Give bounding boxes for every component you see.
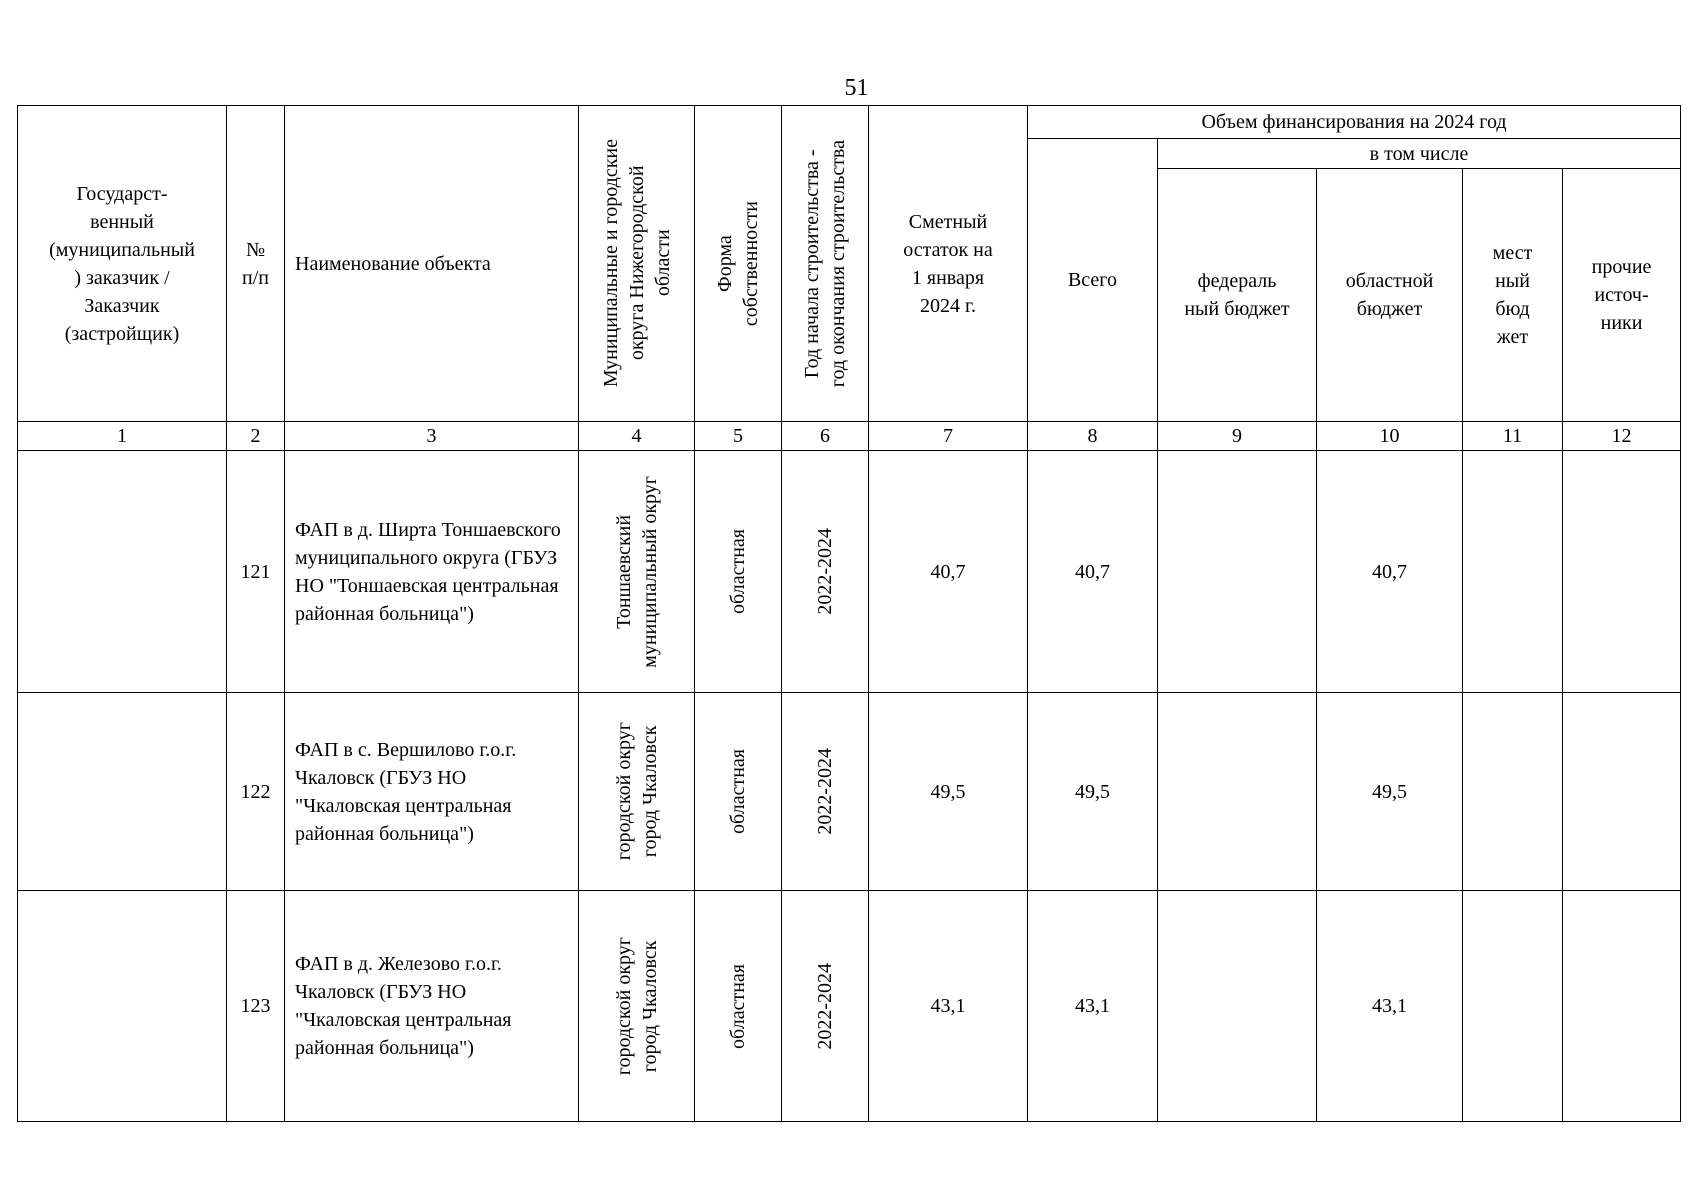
- row-customer: [18, 451, 227, 693]
- column-number: 7: [869, 422, 1028, 451]
- row-ownership-text: областная: [727, 749, 749, 834]
- column-number: 4: [579, 422, 695, 451]
- row-object-name: ФАП в д. Железово г.о.г. Чкаловск (ГБУЗ НО "Чкаловская центральная районная больница"): [285, 891, 579, 1122]
- row-municipality: [579, 451, 695, 693]
- header-including: в том числе: [1158, 139, 1681, 169]
- row-total: 40,7: [1028, 451, 1158, 693]
- row-total: 49,5: [1028, 693, 1158, 891]
- row-other: [1563, 451, 1681, 693]
- row-years: [782, 451, 869, 693]
- row-customer: [18, 693, 227, 891]
- row-years-text: 2022-2024: [814, 528, 836, 615]
- row-estimate: 49,5: [869, 693, 1028, 891]
- row-estimate: 43,1: [869, 891, 1028, 1122]
- row-federal: [1158, 451, 1317, 693]
- row-other: [1563, 693, 1681, 891]
- table-row: [18, 693, 1681, 891]
- row-num: 121: [227, 451, 285, 693]
- row-ownership: [695, 451, 782, 693]
- row-object-name: ФАП в д. Ширта Тоншаевского муниципального округа (ГБУЗ НО "Тоншаевская центральная районная больница"): [285, 451, 579, 693]
- header-years-text: Год начала строительства - год окончания строительства: [801, 139, 849, 388]
- row-local: [1463, 891, 1563, 1122]
- header-regional: областной бюджет: [1317, 169, 1463, 422]
- header-num: № п/п: [227, 106, 285, 422]
- row-municipality-text: городской округ город Чкаловск: [612, 936, 661, 1076]
- row-years-text: 2022-2024: [814, 748, 836, 835]
- column-number: 12: [1563, 422, 1681, 451]
- row-ownership-text: областная: [727, 963, 749, 1049]
- column-number: 9: [1158, 422, 1317, 451]
- row-regional: 40,7: [1317, 451, 1463, 693]
- table-row: [18, 891, 1681, 1122]
- row-municipality-text: Тоншаевский муниципальный округ: [612, 475, 661, 668]
- header-total: Всего: [1028, 139, 1158, 422]
- column-number: 11: [1463, 422, 1563, 451]
- row-ownership: [695, 693, 782, 891]
- header-ownership-text: Форма собственности: [714, 200, 762, 327]
- row-federal: [1158, 693, 1317, 891]
- row-total: 43,1: [1028, 891, 1158, 1122]
- row-num: 123: [227, 891, 285, 1122]
- column-number: 2: [227, 422, 285, 451]
- header-ownership: [695, 106, 782, 422]
- header-federal: федераль ный бюджет: [1158, 169, 1317, 422]
- column-number: 3: [285, 422, 579, 451]
- row-municipality: [579, 693, 695, 891]
- header-municipality: [579, 106, 695, 422]
- page-number: 51: [844, 75, 869, 101]
- row-years: [782, 891, 869, 1122]
- column-number: 10: [1317, 422, 1463, 451]
- header-years: [782, 106, 869, 422]
- column-number: 8: [1028, 422, 1158, 451]
- row-municipality: [579, 891, 695, 1122]
- row-customer: [18, 891, 227, 1122]
- row-ownership-text: областная: [727, 529, 749, 614]
- row-local: [1463, 693, 1563, 891]
- row-num: 122: [227, 693, 285, 891]
- row-local: [1463, 451, 1563, 693]
- row-estimate: 40,7: [869, 451, 1028, 693]
- financing-table: [17, 105, 1681, 1122]
- table-row: [18, 451, 1681, 693]
- row-regional: 43,1: [1317, 891, 1463, 1122]
- row-municipality-text: городской округ город Чкаловск: [612, 722, 661, 861]
- row-object-name: ФАП в с. Вершилово г.о.г. Чкаловск (ГБУЗ НО "Чкаловская центральная районная больница"): [285, 693, 579, 891]
- header-funding-volume: Объем финансирования на 2024 год: [1028, 106, 1681, 139]
- row-ownership: [695, 891, 782, 1122]
- row-federal: [1158, 891, 1317, 1122]
- row-other: [1563, 891, 1681, 1122]
- header-estimate-balance: Сметный остаток на 1 января 2024 г.: [869, 106, 1028, 422]
- column-number: 1: [18, 422, 227, 451]
- header-object-name: Наименование объекта: [285, 106, 579, 422]
- header-other: прочие источ- ники: [1563, 169, 1681, 422]
- column-number: 6: [782, 422, 869, 451]
- row-regional: 49,5: [1317, 693, 1463, 891]
- row-years-text: 2022-2024: [814, 962, 836, 1050]
- column-number: 5: [695, 422, 782, 451]
- header-municipality-text: Муниципальные и городские округа Нижегородской области: [599, 139, 674, 388]
- row-years: [782, 693, 869, 891]
- header-customer: Государст- венный (муниципальный ) заказчик / Заказчик (застройщик): [18, 106, 227, 422]
- header-local: мест ный бюд жет: [1463, 169, 1563, 422]
